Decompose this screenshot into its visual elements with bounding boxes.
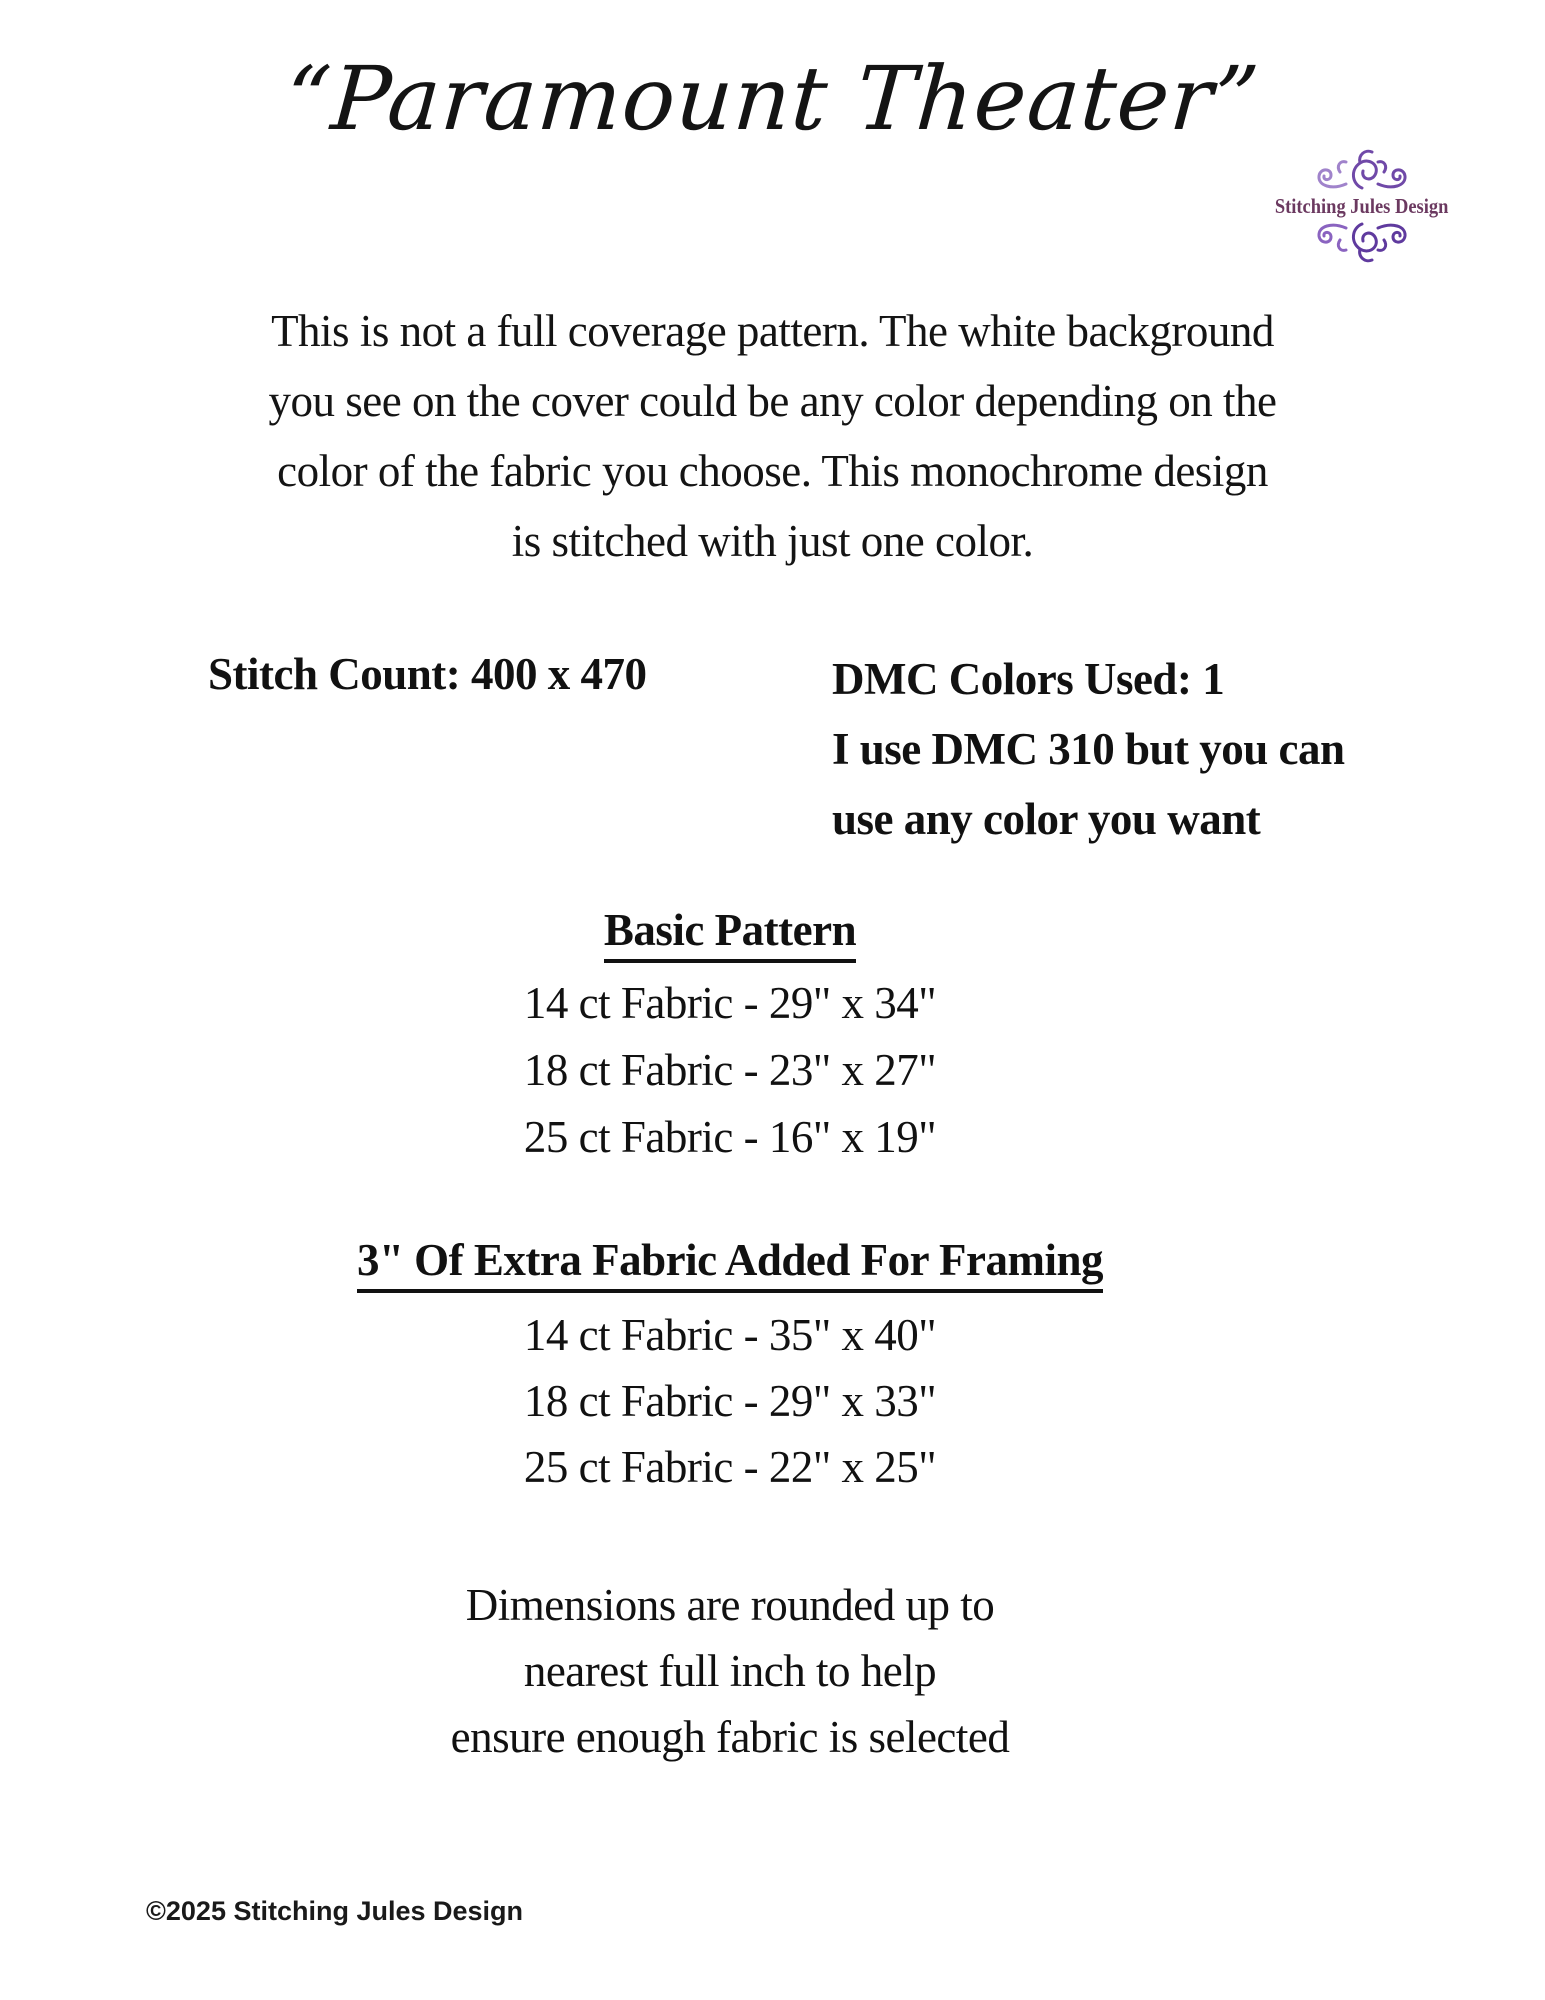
dimensions-note [0, 1572, 1460, 1770]
dmc-line: I use DMC 310 but you can [832, 724, 1345, 774]
basic-pattern-heading [0, 904, 1460, 963]
framing-heading-text: 3" Of Extra Fabric Added For Framing [357, 1234, 1103, 1293]
dmc-line: DMC Colors Used: 1 [832, 654, 1225, 704]
brand-logo [1256, 148, 1468, 266]
fabric-size-row: 14 ct Fabric - 35" x 40" [523, 1310, 937, 1360]
basic-pattern-rows [0, 970, 1460, 1171]
copyright-text: ©2025 Stitching Jules Design [146, 1896, 524, 1926]
intro-line: This is not a full coverage pattern. The white background [271, 306, 1274, 356]
fabric-size-row: 14 ct Fabric - 29" x 34" [523, 978, 937, 1028]
fabric-size-row: 18 ct Fabric - 29" x 33" [523, 1376, 937, 1426]
basic-pattern-heading-text: Basic Pattern [604, 904, 856, 963]
dmc-colors-block [832, 644, 1345, 854]
flourish-top-icon [1310, 148, 1414, 194]
fabric-size-row: 25 ct Fabric - 22" x 25" [523, 1442, 937, 1492]
page-title: “Paramount Theater” [282, 47, 1264, 150]
brand-logo-text: Stitching Jules Design [1275, 194, 1449, 218]
note-line: ensure enough fabric is selected [450, 1712, 1010, 1762]
flourish-bottom-icon [1310, 218, 1414, 266]
dmc-line: use any color you want [832, 794, 1261, 844]
framing-rows [0, 1302, 1460, 1500]
framing-heading [0, 1234, 1460, 1293]
stitch-count-label: Stitch Count: 400 x 470 [208, 649, 647, 699]
intro-line: is stitched with just one color. [511, 516, 1034, 566]
intro-line: you see on the cover could be any color depending on the [268, 376, 1277, 426]
fabric-size-row: 18 ct Fabric - 23" x 27" [523, 1045, 937, 1095]
intro-paragraph [0, 296, 1545, 576]
note-line: nearest full inch to help [523, 1646, 937, 1696]
intro-line: color of the fabric you choose. This monochrome design [277, 446, 1268, 496]
fabric-size-row: 25 ct Fabric - 16" x 19" [523, 1112, 937, 1162]
note-line: Dimensions are rounded up to [465, 1580, 995, 1630]
